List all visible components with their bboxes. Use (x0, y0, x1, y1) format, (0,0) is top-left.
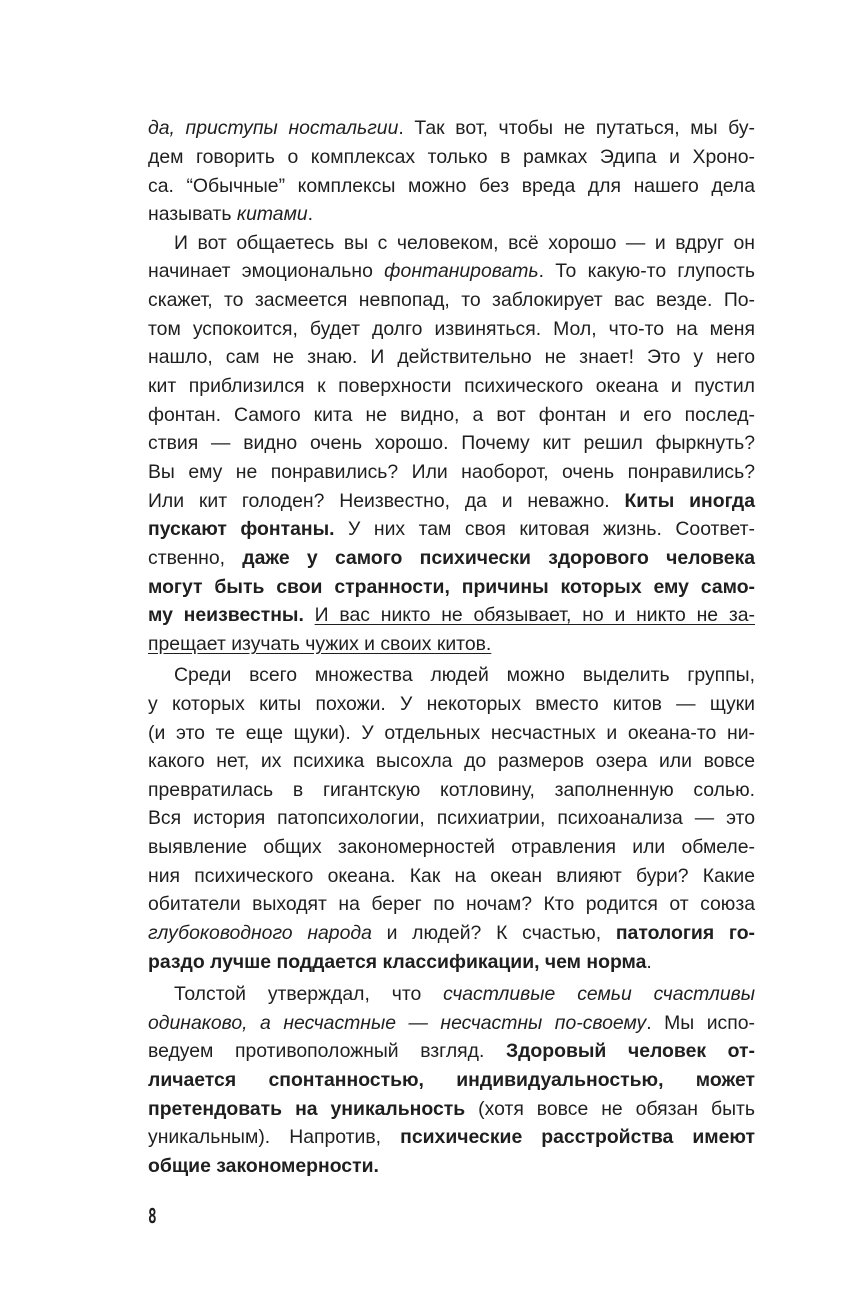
text-line (148, 285, 755, 315)
text-line (148, 1151, 755, 1181)
text-line (148, 514, 755, 544)
text-line (174, 660, 755, 690)
text-run: (хотя вовсе не обязан быть (465, 1098, 755, 1120)
text-line (148, 629, 755, 659)
text-run: Вся история патопсихологии, психиатрии, психоанализа — это (148, 807, 755, 829)
text-run: у которых киты похожи. У некоторых вместо китов — щуки (148, 693, 755, 715)
text-line (148, 861, 755, 891)
text-run: (и это те еще щуки). У отдельных несчастных и океана-то ни- (148, 722, 755, 744)
text-line (148, 889, 755, 919)
text-run: . Так вот, чтобы не путаться, мы бу- (398, 117, 755, 139)
text-run: том успокоится, будет долго извиняться. Мол, что-то на меня (148, 318, 755, 340)
text-line (148, 113, 755, 143)
text-line (148, 256, 755, 286)
text-run: ведуем противоположный взгляд. (148, 1040, 506, 1062)
text-line (148, 428, 755, 458)
bold-run: раздо лучше поддается классификации, чем норма (148, 951, 647, 973)
text-run: называть (148, 203, 237, 225)
bold-run: Киты иногда (624, 490, 756, 512)
text-run: ственно, (148, 547, 243, 569)
text-run: Среди всего множества людей можно выделить группы, (174, 664, 755, 686)
text-line (148, 142, 755, 172)
text-run: . То какую-то глупость (538, 260, 755, 282)
text-run: выявление общих закономерностей отравления или обмеле- (148, 836, 755, 858)
text-line (148, 1122, 755, 1152)
text-run: . (646, 951, 652, 973)
italic-run: китами (236, 203, 308, 225)
text-line (148, 689, 755, 719)
text-line (148, 371, 755, 401)
text-line (148, 543, 755, 573)
bold-run: пускают фонтаны. (148, 518, 335, 540)
bold-run: му неизвестны. (148, 604, 304, 626)
text-line (148, 486, 755, 516)
underlined-run: прещает изучать чужих и своих китов. (148, 633, 492, 655)
text-run: Или кит голоден? Неизвестно, да и неважно. (148, 490, 625, 512)
text-run: уникальным). Напротив, (148, 1126, 401, 1148)
italic-run: одинаково, а несчастные — несчастны по-своему (148, 1012, 647, 1034)
text-run: какого нет, их психика высохла до размеров озера или вовсе (148, 750, 755, 772)
bold-run: даже у самого психически здорового человека (242, 547, 755, 569)
text-line (148, 718, 755, 748)
bold-run: психические расстройства имеют (400, 1126, 755, 1148)
bold-run: Здоровый человек от- (505, 1040, 755, 1062)
text-line (148, 199, 755, 229)
text-line (148, 314, 755, 344)
text-line (148, 600, 755, 630)
text-run: скажет, то засмеется невпопад, то заблокирует вас везде. По- (148, 289, 755, 311)
text-line (148, 457, 755, 487)
text-line (148, 918, 755, 948)
text-run: ствия — видно очень хорошо. Почему кит решил фыркнуть? (148, 432, 755, 454)
text-line (148, 832, 755, 862)
text-line (148, 572, 755, 602)
italic-run: фонтанировать (384, 260, 539, 282)
bold-run: личается спонтанностью, индивидуальностью, может (148, 1069, 755, 1091)
bold-run: претендовать на уникальность (148, 1098, 466, 1120)
text-run: У них там своя китовая жизнь. Соответ- (334, 518, 755, 540)
text-run: ния психического океана. Как на океан влияют бури? Какие (148, 865, 755, 887)
text-line (174, 228, 755, 258)
text-run: превратилась в гигантскую котловину, заполненную солью. (148, 779, 755, 801)
text-line (148, 400, 755, 430)
text-line (148, 1008, 755, 1038)
text-line (148, 775, 755, 805)
bold-run: патология го- (615, 922, 756, 944)
text-line (174, 979, 755, 1009)
text-run: начинает эмоционально (148, 260, 385, 282)
text-run: Толстой утверждал, что (174, 983, 444, 1005)
text-run: нашло, сам не знаю. И действительно не знает! Это у него (148, 346, 755, 368)
italic-run: да, приступы ностальгии (148, 117, 399, 139)
text-line (148, 1036, 755, 1066)
text-run: обитатели выходят на берег по ночам? Кто родится от союза (148, 893, 755, 915)
bold-run: общие закономерности. (148, 1155, 379, 1177)
italic-run: глубоководного народа (148, 922, 372, 944)
text-line (148, 1094, 755, 1124)
text-line (148, 171, 755, 201)
text-line (148, 1065, 755, 1095)
text-run: са. “Обычные” комплексы можно без вреда для нашего дела (148, 175, 755, 197)
bold-run: могут быть свои странности, причины которых ему само- (148, 576, 755, 598)
page-number: 8 (148, 1204, 157, 1228)
text-run: И вот общаетесь вы с человеком, всё хорошо — и вдруг он (174, 232, 755, 254)
text-run: кит приблизился к поверхности психического океана и пустил (148, 375, 755, 397)
italic-run: счастливые семьи счастливы (443, 983, 756, 1005)
text-run: фонтан. Самого кита не видно, а вот фонтан и его послед- (148, 404, 755, 426)
text-line (148, 947, 755, 977)
text-run: . (307, 203, 314, 225)
text-line (148, 746, 755, 776)
underlined-run: И вас никто не обязывает, но и никто не за- (314, 604, 755, 626)
text-run: . Мы испо- (646, 1012, 755, 1034)
text-run: и людей? К счастью, (371, 922, 616, 944)
text-line (148, 803, 755, 833)
text-run: дем говорить о комплексах только в рамках Эдипа и Хроно- (148, 146, 755, 168)
text-line (148, 342, 755, 372)
text-run: Вы ему не понравились? Или наоборот, очень понравились? (148, 461, 755, 483)
text-run (304, 604, 315, 626)
